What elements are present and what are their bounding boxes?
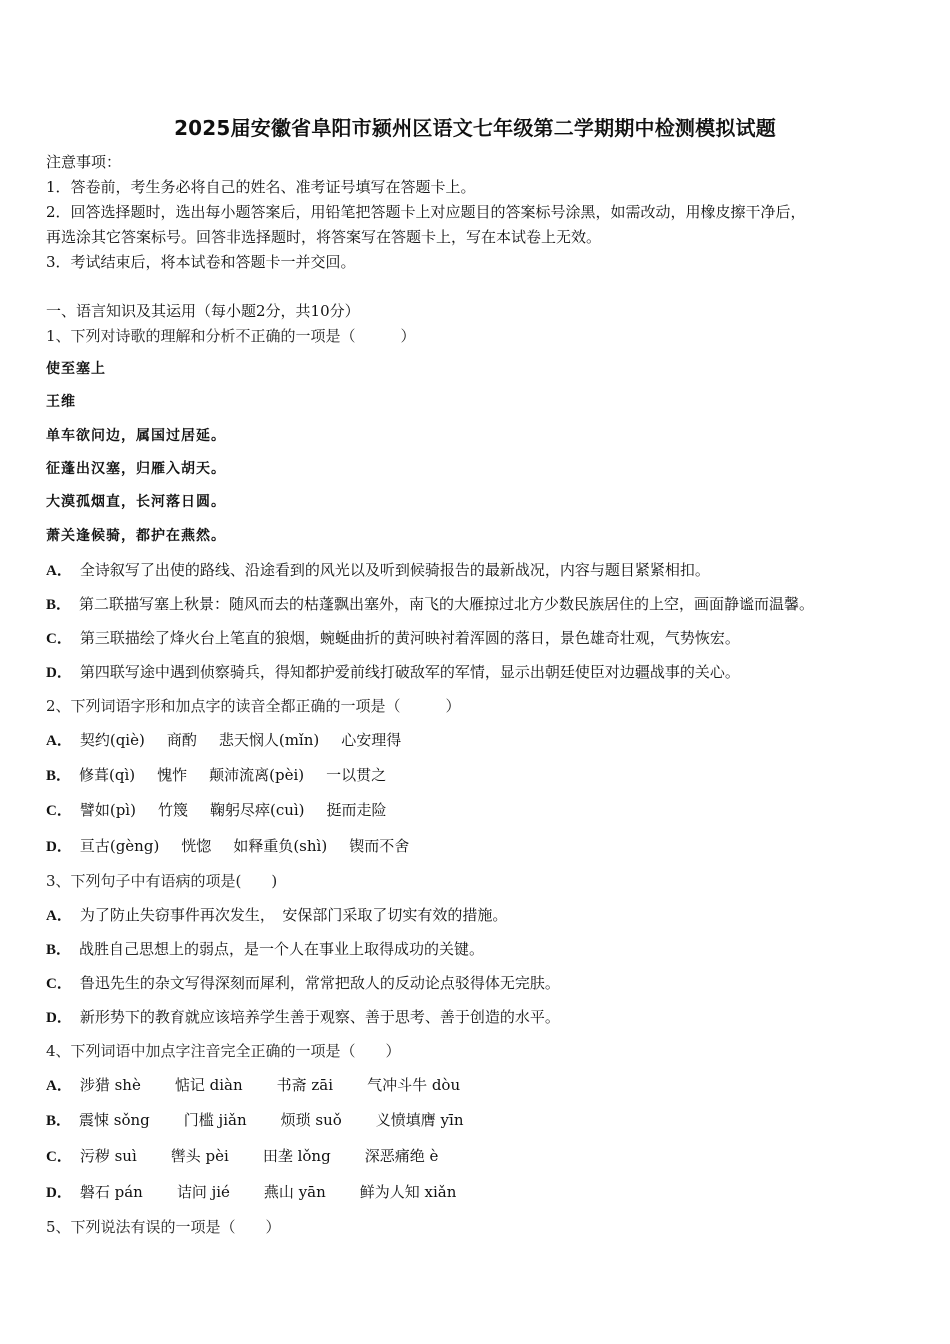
word: 鞠躬尽瘁(cuì) [209,801,305,819]
notice-item: 1．答卷前，考生务必将自己的姓名、准考证号填写在答题卡上。 [46,178,476,196]
word: 心安理得 [341,731,402,749]
word: 义愤填膺 yīn [375,1111,464,1129]
word: 涉猎 shè [79,1076,141,1094]
option-text: 新形势下的教育就应该培养学生善于观察、善于思考、善于创造的水平。 [79,1008,560,1026]
option-text: 第二联描写塞上秋景：随风而去的枯蓬飘出塞外，南飞的大雁掠过北方少数民族居住的上空，画面静谧而温馨。 [79,595,815,613]
poem-author: 王维 [46,394,76,410]
option-text: 第四联写途中遇到侦察骑兵，得知都护爱前线打破敌军的军情，显示出朝廷使臣对边疆战事的关心。 [79,663,740,681]
word: 一以贯之 [326,766,387,784]
option-letter: C． [46,803,72,819]
option-letter: D． [46,1185,72,1201]
word: 契约(qiè) [79,731,145,749]
option-letter: C． [46,976,72,992]
poem-line: 单车欲问边，属国过居延。 [46,428,226,444]
option-letter: A． [46,1078,72,1094]
question-stem: 3、下列句子中有语病的项是( ) [46,872,278,890]
word: 如释重负(shì) [233,837,328,855]
word: 惦记 diàn [174,1076,243,1094]
option-letter: B． [46,768,72,784]
word: 污秽 suì [79,1147,137,1165]
option-b[interactable] [46,594,814,615]
word: 悲天悯人(mǐn) [218,731,320,749]
notice-item: 3．考试结束后，将本试卷和答题卡一并交回。 [46,253,356,271]
option-c[interactable] [46,1146,438,1167]
option-letter: C． [46,1149,72,1165]
notice-item: 2．回答选择题时，选出每小题答案后，用铅笔把答题卡上对应题目的答案标号涂黑，如需改动，用橡皮擦干净后， [46,203,806,221]
poem-line: 征蓬出汉塞，归雁入胡天。 [46,461,226,477]
option-c[interactable] [46,800,387,821]
word: 磐石 pán [79,1183,143,1201]
option-text: 全诗叙写了出使的路线、沿途看到的风光以及听到候骑报告的最新战况，内容与题目紧紧相扣。 [79,561,710,579]
word: 挺而走险 [326,801,387,819]
option-d[interactable] [46,836,409,857]
option-d[interactable] [46,1007,560,1028]
option-letter: B． [46,1113,72,1129]
word: 亘古(gèng) [79,837,160,855]
word: 烦琐 suǒ [280,1111,342,1129]
notice-heading: 注意事项： [46,153,122,171]
question-stem: 1、下列对诗歌的理解和分析不正确的一项是（ ） [46,327,416,345]
word: 诘问 jié [176,1183,230,1201]
option-a[interactable] [46,730,401,751]
option-b[interactable] [46,1110,463,1131]
poem-title: 使至塞上 [46,361,106,377]
page-title: 2025届安徽省阜阳市颍州区语文七年级第二学期期中检测模拟试题 [174,116,776,140]
option-text: 鲁迅先生的杂文写得深刻而犀利，常常把敌人的反动论点驳得体无完肤。 [79,974,560,992]
word: 竹篾 [157,801,188,819]
word: 燕山 yān [263,1183,326,1201]
poem-line: 大漠孤烟直，长河落日圆。 [46,494,226,510]
notice-item: 再选涂其它答案标号。回答非选择题时，将答案写在答题卡上，写在本试卷上无效。 [46,228,602,246]
option-b[interactable] [46,939,484,960]
option-text: 为了防止失窃事件再次发生， 安保部门采取了切实有效的措施。 [79,906,508,924]
word: 恍惚 [181,837,212,855]
option-c[interactable] [46,628,740,649]
question-stem: 4、下列词语中加点字注音完全正确的一项是（ ） [46,1042,401,1060]
word: 书斋 zāi [276,1076,334,1094]
option-a[interactable] [46,905,507,926]
word: 田垄 lǒng [262,1147,331,1165]
option-text: 战胜自己思想上的弱点，是一个人在事业上取得成功的关键。 [79,940,485,958]
option-letter: B． [46,597,72,613]
option-letter: D． [46,665,72,681]
word: 气冲斗牛 dòu [367,1076,461,1094]
option-letter: D． [46,1010,72,1026]
word: 震悚 sǒng [79,1111,150,1129]
word: 譬如(pì) [79,801,136,819]
option-letter: D． [46,839,72,855]
poem-line: 萧关逢候骑，都护在燕然。 [46,528,226,544]
section-heading: 一、语言知识及其运用（每小题2分，共10分） [46,302,360,320]
word: 愧怍 [157,766,188,784]
option-a[interactable] [46,560,710,581]
word: 商酌 [166,731,197,749]
option-letter: A． [46,733,72,749]
option-letter: A． [46,563,72,579]
option-text: 第三联描绘了烽火台上笔直的狼烟，蜿蜒曲折的黄河映衬着浑圆的落日，景色雄奇壮观，气势恢宏。 [79,629,740,647]
option-letter: B． [46,942,72,958]
word: 门槛 jiǎn [183,1111,247,1129]
question-stem: 2、下列词语字形和加点字的读音全都正确的一项是（ ） [46,697,461,715]
option-c[interactable] [46,973,560,994]
option-d[interactable] [46,1182,456,1203]
question-stem: 5、下列说法有误的一项是（ ） [46,1218,281,1236]
word: 修葺(qì) [79,766,136,784]
option-a[interactable] [46,1075,460,1096]
option-letter: C． [46,631,72,647]
word: 深恶痛绝 è [364,1147,439,1165]
word: 颠沛流离(pèi) [209,766,305,784]
option-letter: A． [46,908,72,924]
option-d[interactable] [46,662,740,683]
option-b[interactable] [46,765,386,786]
word: 锲而不舍 [349,837,410,855]
word: 鲜为人知 xiǎn [359,1183,457,1201]
word: 辔头 pèi [170,1147,229,1165]
